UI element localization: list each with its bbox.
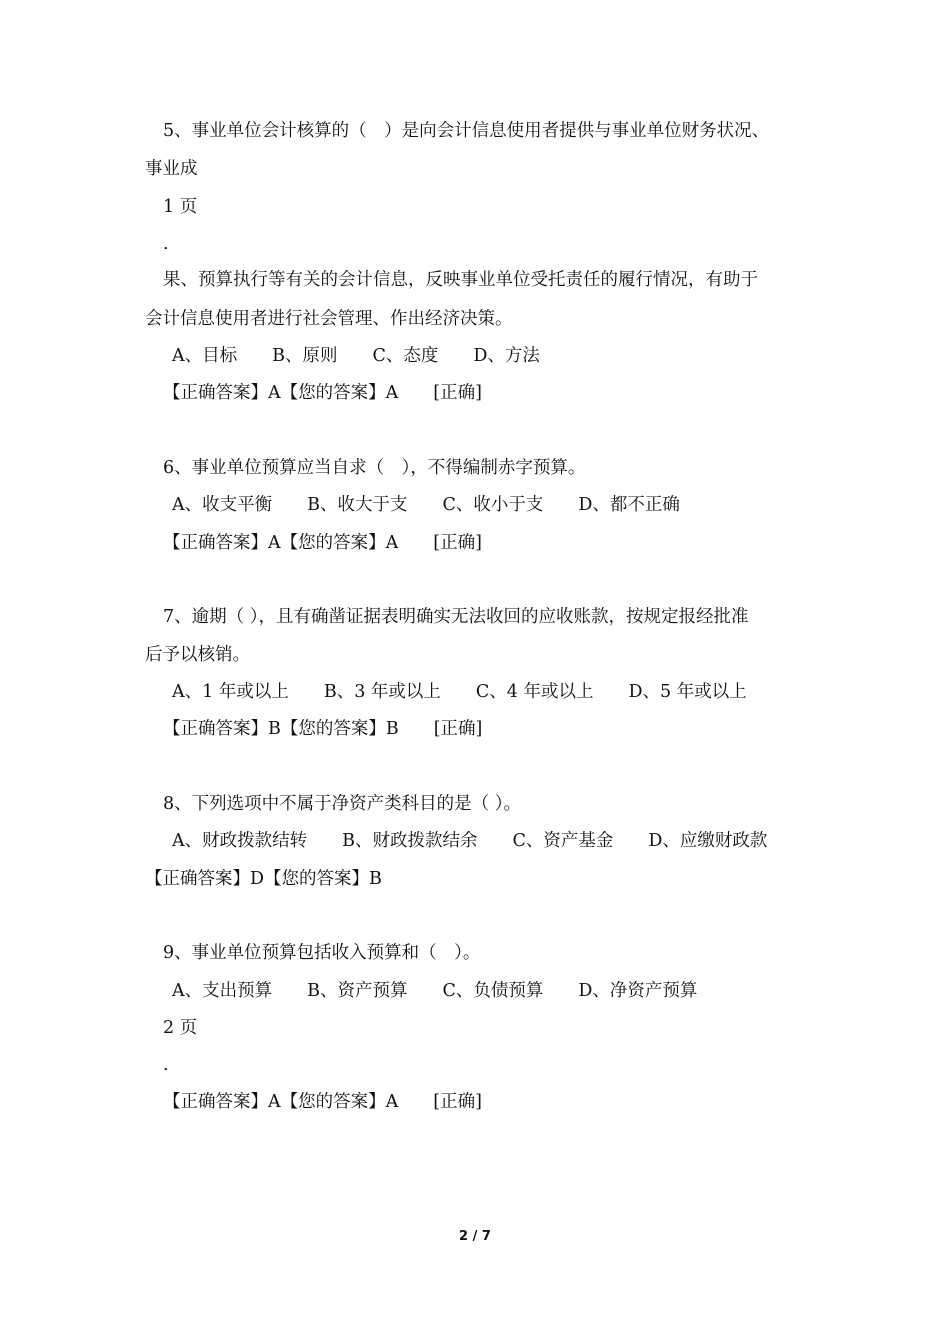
q7-stem-line-1: 7、逾期（ ），且有确凿证据表明确实无法收回的应收账款，按规定报经批准 <box>163 607 749 627</box>
page-marker-dot-2: . <box>163 1055 169 1075</box>
q6-answer: 【正确答案】A【您的答案】A [正确] <box>163 533 482 553</box>
q7-options: A、1 年或以上 B、3 年或以上 C、4 年或以上 D、5 年或以上 <box>172 682 747 702</box>
q5-options: A、目标 B、原则 C、态度 D、方法 <box>172 346 540 366</box>
page-marker-dot-1: . <box>163 234 169 254</box>
page-number: 2 / 7 <box>459 1229 491 1244</box>
q6-stem: 6、事业单位预算应当自求（ ），不得编制赤字预算。 <box>163 458 586 478</box>
q8-options: A、财政拨款结转 B、财政拨款结余 C、资产基金 D、应缴财政款 <box>172 831 768 851</box>
page-marker-2: 2 页 <box>163 1018 198 1038</box>
q7-stem-line-2: 后予以核销。 <box>145 645 250 665</box>
q8-answer: 【正确答案】D【您的答案】B <box>145 869 382 889</box>
q5-stem-line-2: 事业成 <box>145 159 198 179</box>
q9-options: A、支出预算 B、资产预算 C、负债预算 D、净资产预算 <box>172 981 698 1001</box>
q6-options: A、收支平衡 B、收大于支 C、收小于支 D、都不正确 <box>172 495 680 515</box>
q5-stem-line-3: 果、预算执行等有关的会计信息，反映事业单位受托责任的履行情况，有助于 <box>163 270 758 290</box>
q7-answer: 【正确答案】B【您的答案】B [正确] <box>163 719 483 739</box>
q8-stem: 8、下列选项中不属于净资产类科目的是（ ）。 <box>163 794 521 814</box>
q5-answer: 【正确答案】A【您的答案】A [正确] <box>163 383 482 403</box>
q9-stem: 9、事业单位预算包括收入预算和（ ）。 <box>163 943 481 963</box>
q5-stem-line-4: 会计信息使用者进行社会管理、作出经济决策。 <box>145 309 513 329</box>
q5-stem-line-1: 5、事业单位会计核算的（ ）是向会计信息使用者提供与事业单位财务状况、 <box>163 121 770 141</box>
q9-answer: 【正确答案】A【您的答案】A [正确] <box>163 1092 482 1112</box>
page-marker-1: 1 页 <box>163 197 198 217</box>
